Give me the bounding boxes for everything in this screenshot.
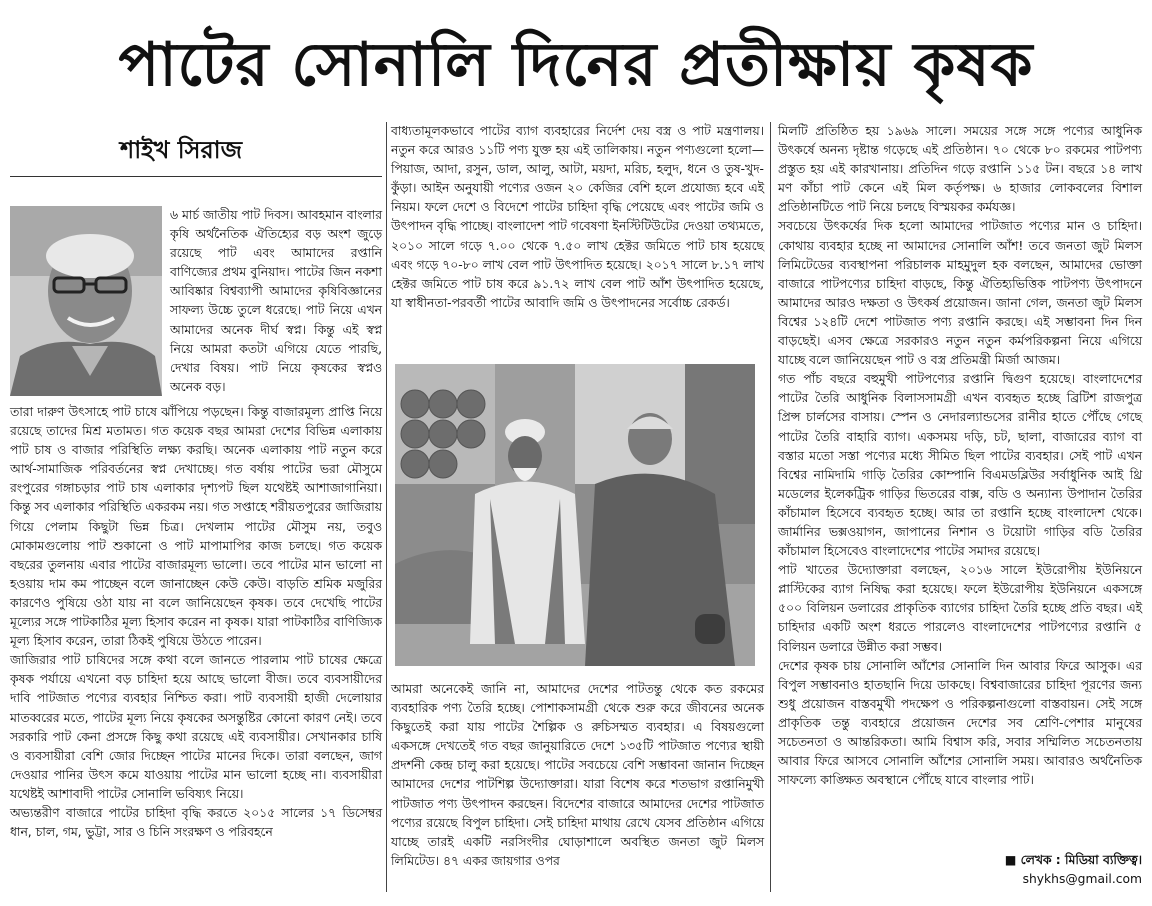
column-a-body [10, 403, 382, 842]
byline-divider [10, 176, 382, 177]
headline: পাটের সোনালি দিনের প্রতীক্ষায় কৃষক [118, 30, 1034, 100]
two-men-talking-photo-icon [395, 364, 755, 666]
paragraph: তারা দারুণ উৎসাহে পাট চাষে ঝাঁপিয়ে পড়ছেন। কিন্তু বাজারমূল্য প্রাপ্তি নিয়ে রয়েছে তাদের মিশ্র মতামত। গত কয়েক বছর আমরা দেশের বিভিন্ন এলাকায় পাট চাষ ও বাজার পরিস্থিতি লক্ষ্য করছি। অনেক এলাকায় পাট নতুন করে আর্থ-সামাজিক পরিবর্তনের স্বপ্ন দেখাচ্ছে। গত বর্ষায় পাটের ভরা মৌসুমে রংপুরের গঙ্গাচড়ার পাট চাষ এলাকার দৃশ্যপট ছিল যথেষ্টই আশাজাগানিয়া। কিন্তু সব এলাকার পরিস্থিতি একরকম নয়। গত সপ্তাহে শরীয়তপুরের জাজিরায় গিয়ে পেলাম কিছুটা ভিন্ন চিত্র। দেখলাম পাটের মৌসুম নয়, তবুও মোকামগুলোয় পাট শুকানো ও পাট মাপামাপির কাজ চলছে। গত কয়েক বছরের তুলনায় এবার পাটের বাজারমূল্য ভালো। তবে পাটের মান ভালো না হওয়ায় দাম কম পাচ্ছেন বলে জানাচ্ছেন কেউ কেউ। বাড়তি শ্রমিক মজুরির কারণেও পুষিয়ে ওঠা যায় না বলে জানিয়েছেন কৃষক। তবে দেখেছি পাটের মূল্যের সঙ্গে পাটকাঠির মূল্য হিসাব করেন না কৃষক। যারা পাটকাঠির বাণিজ্যিক মূল্য হিসাব করেন, তারা ঠিকই পুষিয়ে উঠতে পারেন। [10, 405, 382, 649]
column-a-intro [170, 206, 382, 397]
column-c [778, 122, 1142, 790]
paragraph: আমরা অনেকেই জানি না, আমাদের দেশের পাটতন্তু থেকে কত রকমের ব্যবহারিক পণ্য তৈরি হচ্ছে। পোশাকসামগ্রী থেকে শুরু করে জীবনের অনেক কিছুতেই করা যায় পাটের শৈল্পিক ও রুচিসম্মত ব্যবহার। এ বিষয়গুলো একসঙ্গে দেখতেই গত বছর জানুয়ারিতে দেশে ১৩৫টি পাটজাত পণ্যের স্থায়ী প্রদর্শনী কেন্দ্র চালু করা হয়েছে। পাটের সবচেয়ে বেশি সম্ভাবনা জানান দিচ্ছেন আমাদের দেশের পাটশিল্প উদ্যোক্তারা। যারা বিশেষ করে শতভাগ রপ্তানিমুখী পাটজাত পণ্য উৎপাদন করছেন। বিদেশের বাজারে আমাদের দেশের পাটজাত পণ্যের রয়েছে বিপুল চাহিদা। সেই চাহিদা মাথায় রেখে যেসব প্রতিষ্ঠান এগিয়ে যাচ্ছে তারই একটি নরসিংদীর ঘোড়াশালে অবস্থিত জনতা জুট মিলস লিমিটেড। ৪৭ একর জায়গার ওপর [391, 682, 764, 868]
paragraph: জাজিরার পাট চাষিদের সঙ্গে কথা বলে জানতে পারলাম পাট চাষের ক্ষেত্রে কৃষক পর্যায়ে এখনো বড় চাহিদা হয়ে আছে ভালো বীজ। তবে ব্যবসায়ীদের দাবি পাটজাত পণ্যের ব্যবহার নিশ্চিত করা। পাট ব্যবসায়ী হাজী দেলোয়ার মাতব্বরের মতে, পাটের মূল্য নিয়ে কৃষকের অসন্তুষ্টির কোনো কারণ নেই। তবে সরকারি পাট কেনা প্রসঙ্গে কিছু কথা রয়েছে এই ব্যবসায়ীর। সেখানকার চাষি ও ব্যবসায়ীরা বেশি জোর দিচ্ছেন পাটের মানের দিকে। তারা বলছেন, জাগ দেওয়ার পানির উৎস কমে যাওয়ায় পাটের মান ভালো হচ্ছে না। ব্যবসায়ীরা যথেষ্টই আশাবাদী পাটের সোনালি ভবিষ্যৎ নিয়ে। [10, 653, 382, 801]
paragraph: অভ্যন্তরীণ বাজারে পাটের চাহিদা বৃদ্ধি করতে ২০১৫ সালের ১৭ ডিসেম্বর ধান, চাল, গম, ভুট্টা, সার ও চিনি সংরক্ষণ ও পরিবহনে [10, 805, 382, 840]
paragraph: দেশের কৃষক চায় সোনালি আঁশের সোনালি দিন আবার ফিরে আসুক। এর বিপুল সম্ভাবনাও হাতছানি দিয়ে ডাকছে। বিশ্ববাজারের চাহিদা পূরণের জন্য শুধু প্রয়োজন বাস্তবমুখী পদক্ষেপ ও পরিকল্পনাগুলো বাস্তবায়ন। সেই সঙ্গে প্রাকৃতিক তন্তু ব্যবহারে প্রয়োজন দেশের সব শ্রেণি-পেশার মানুষের সচেতনতা ও আন্তরিকতা। আমি বিশ্বাস করি, সবার সম্মিলিত সচেতনতায় আবার ফিরে আসবে সোনালি আঁশের সোনালি সময়। আবারও অর্থনৈতিক সাফল্যে কাঙ্ক্ষিত অবস্থানে পৌঁছে যাবে বাংলার পাট। [778, 658, 1142, 788]
column-b-bottom [391, 680, 764, 871]
paragraph: সবচেয়ে উৎকর্ষের দিক হলো আমাদের পাটজাত পণ্যের মান ও চাহিদা। কোথায় ব্যবহার হচ্ছে না আমাদের সোনালি আঁশ! তবে জনতা জুট মিলস লিমিটেডের ব্যবস্থাপনা পরিচালক মাহমুদুল হক বলছেন, আমাদের ভোক্তা বাজারে পাটপণ্যের চাহিদা বাড়ছে, কিন্তু ঐতিহ্যভিত্তিক পাটপণ্য উৎপাদনে আমাদের আরও দক্ষতা ও উৎকর্ষ প্রয়োজন। জানা গেল, জনতা জুট মিলস বিশ্বের ১২৪টি দেশে পাটজাত পণ্য রপ্তানি করছে। এই সম্ভাবনা দিন দিন বাড়ছেই। এসব ক্ষেত্রে সরকারও নতুন নতুন কর্মপরিকল্পনা নিয়ে এগিয়ে যাচ্ছে বলে জানিয়েছেন পাট ও বস্ত্র প্রতিমন্ত্রী মির্জা আজম। [778, 219, 1142, 368]
byline: শাইখ সিরাজ [120, 136, 243, 164]
article-footer [778, 851, 1142, 889]
paragraph: গত পাঁচ বছরে বহুমুখী পাটপণ্যের রপ্তানি দ্বিগুণ হয়েছে। বাংলাদেশের পাটের তৈরি আধুনিক বিলাসসামগ্রী এখন ব্যবহৃত হচ্ছে ব্রিটিশ রাজপুত্র প্রিন্স চার্লসের বাসায়। স্পেন ও নেদারল্যান্ডসের রানীর হাতে পৌঁছে গেছে পাটের তৈরি বাহারি ব্যাগ। একসময় দড়ি, চট, ছালা, বাজারের ব্যাগ বা বস্তার মতো সস্তা পণ্যের মধ্যে সীমিত ছিল পাটের ব্যবহার। সেই পাট এখন বিশ্বের নামিদামি গাড়ি তৈরির কোম্পানি বিএমডব্লিউর সর্বাধুনিক আই থ্রি মডেলের ইলেকট্রিক গাড়ির ভিতরের বাক্স, বডি ও অন্যান্য উপাদান তৈরির কাঁচামাল হিসেবে ব্যবহৃত হচ্ছে। আর তা রপ্তানি হচ্ছে বাংলাদেশ থেকে। জার্মানির ভক্সওয়াগন, জাপানের নিশান ও টয়োটা গাড়ির বডি তৈরির কাঁচামাল হিসেবেও বাংলাদেশের পাটের সমাদর রয়েছে। [778, 372, 1142, 559]
column-divider-left [386, 122, 387, 892]
author-note: ■ লেখক : মিডিয়া ব্যক্তিত্ব। [1004, 853, 1142, 867]
paragraph: পাট খাতের উদ্যোক্তারা বলছেন, ২০১৬ সালে ইউরোপীয় ইউনিয়নে প্লাস্টিকের ব্যাগ নিষিদ্ধ করা হয়েছে। ফলে ইউরোপীয় ইউনিয়নে একসঙ্গে ৫০০ বিলিয়ন ডলারের প্রাকৃতিক ব্যাগের চাহিদা তৈরি হচ্ছে প্রতি বছর। এই চাহিদার একটি অংশ ধরতে পারলেও বাংলাদেশের পাটপণ্যের রপ্তানি ৫ বিলিয়ন ডলারে উন্নীত করা সম্ভব। [778, 563, 1142, 654]
paragraph: বাধ্যতামূলকভাবে পাটের ব্যাগ ব্যবহারের নির্দেশ দেয় বস্ত্র ও পাট মন্ত্রণালয়। নতুন করে আরও ১১টি পণ্য যুক্ত হয় এই তালিকায়। নতুন পণ্যগুলো হলো— পিয়াজ, আদা, রসুন, ডাল, আলু, আটা, ময়দা, মরিচ, হলুদ, ধনে ও তুষ-খুদ-কুঁড়া। আইন অনুযায়ী পণ্যের ওজন ২০ কেজির বেশি হলে প্রযোজ্য হবে এই নিয়ম। ফলে দেশে ও বিদেশে পাটের চাহিদা বৃদ্ধি পেয়েছে এবং পাটের জমি ও উৎপাদন বৃদ্ধি পাচ্ছে। বাংলাদেশ পাট গবেষণা ইনস্টিটিউটের দেওয়া তথ্যমতে, ২০১০ সালে গড়ে ৭.০০ থেকে ৭.৫০ লাখ হেক্টর জমিতে পাট চাষ হয়েছে এবং গড়ে ৭০-৮০ লাখ বেল পাট উৎপাদিত হয়েছে। ২০১৭ সালে ৮.১৭ লাখ হেক্টর জমিতে পাট চাষ করে ৯১.৭২ লাখ বেল পাট আঁশ উৎপাদিত হয়েছে, যা স্বাধীনতা-পরবর্তী পাটের আবাদি জমি ও উৎপাদনের সর্বোচ্চ রেকর্ড। [391, 124, 764, 310]
intro-paragraph: ৬ মার্চ জাতীয় পাট দিবস। আবহমান বাংলার কৃষি অর্থনৈতিক ঐতিহ্যের বড় অংশ জুড়ে রয়েছে পাট এবং আমাদের রপ্তানি বাণিজ্যের প্রথম বুনিয়াদ। পাটের জিন নকশা আবিষ্কার বিশ্বব্যাপী আমাদের কৃষিবিজ্ঞানের সাফল্য উচ্চে তুলে ধরেছে। পাট নিয়ে এখন আমাদের অনেক দীর্ঘ স্বপ্ন। কিন্তু এই স্বপ্ন নিয়ে আমরা কতটা এগিয়ে যেতে পারছি, দেখার বিষয়। পাট নিয়ে কৃষকের স্বপ্নও অনেক বড়। [170, 208, 382, 394]
column-b-top [391, 122, 764, 313]
paragraph: মিলটি প্রতিষ্ঠিত হয় ১৯৬৯ সালে। সময়ের সঙ্গে সঙ্গে পণ্যের আধুনিক উৎকর্ষে অনন্য দৃষ্টান্ত গড়েছে এই প্রতিষ্ঠান। ৭০ থেকে ৮০ রকমের পাটপণ্য প্রস্তুত হয় এই কারখানায়। প্রতিদিন গড়ে রপ্তানি ১১৫ টন। বছরে ১৪ লাখ মণ কাঁচা পাট কেনে এই মিল কর্তৃপক্ষ। ৬ হাজার লোকবলের বিশাল প্রতিষ্ঠানটিতে পাট নিয়ে চলছে বিস্ময়কর কর্মযজ্ঞ। [778, 124, 1142, 215]
column-divider-right [770, 122, 771, 892]
portrait-photo-icon [10, 206, 162, 396]
author-email: shykhs@gmail.com [1022, 872, 1142, 886]
